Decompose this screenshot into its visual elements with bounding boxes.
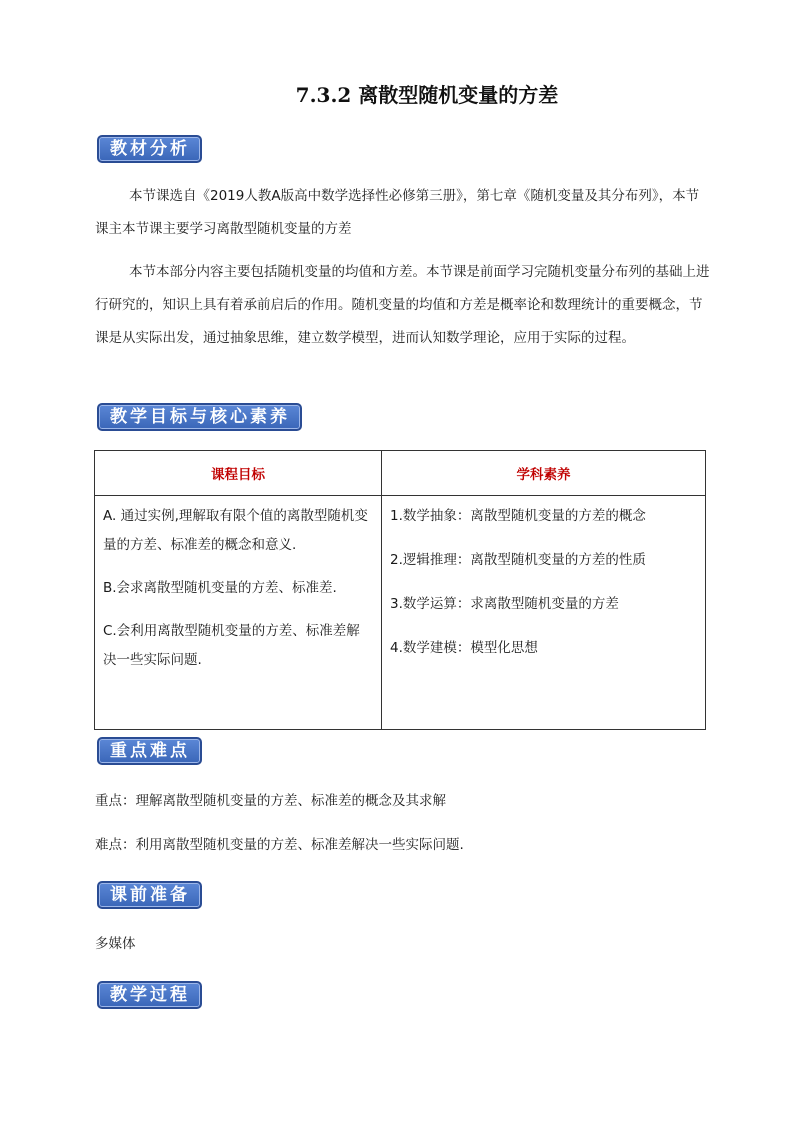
course-goal-c: C.会利用离散型随机变量的方差、标准差解决一些实际问题. [103,623,360,668]
section-heading-analysis: 教材分析 [97,135,202,163]
literacy-item-1: 1.数学抽象：离散型随机变量的方差的概念 [390,508,646,524]
section-heading-prep: 课前准备 [97,881,202,909]
goals-table-row [95,496,706,730]
header-course-goals: 课程目标 [95,451,382,496]
section-heading-goals: 教学目标与核心素养 [97,403,302,431]
literacy-cell [382,496,706,730]
prep-text: 多媒体 [95,936,136,952]
literacy-item-2: 2.逻辑推理：离散型随机变量的方差的性质 [390,552,646,568]
goals-table-header-row [95,451,706,496]
literacy-item-4: 4.数学建模：模型化思想 [390,640,538,656]
analysis-paragraph-2: 本节本部分内容主要包括随机变量的均值和方差。本节课是前面学习完随机变量分布列的基础上进行研究的，知识上具有着承前启后的作用。随机变量的均值和方差是概率论和数理统计的重要概念，节课是从实际出发，通过抽象思维，建立数学模型，进而认知数学理论，应用于实际的过程。 [95,264,710,346]
course-goal-b: B.会求离散型随机变量的方差、标准差. [103,580,337,596]
analysis-paragraph-1: 本节课选自《2019人教A版高中数学选择性必修第三册》，第七章《随机变量及其分布列》，本节课主本节课主要学习离散型随机变量的方差 [95,188,700,237]
key-point-difficult: 难点：利用离散型随机变量的方差、标准差解决一些实际问题. [95,837,464,853]
course-goal-a: A. 通过实例,理解取有限个值的离散型随机变量的方差、标准差的概念和意义. [103,508,368,553]
section-heading-key-points: 重点难点 [97,737,202,765]
page-title: 7.3.2 离散型随机变量的方差 [295,83,559,107]
key-point-important: 重点：理解离散型随机变量的方差、标准差的概念及其求解 [95,793,446,809]
goals-table [94,450,706,730]
literacy-item-3: 3.数学运算：求离散型随机变量的方差 [390,596,619,612]
header-literacy: 学科素养 [382,451,706,496]
course-goals-cell [95,496,382,730]
section-heading-process: 教学过程 [97,981,202,1009]
